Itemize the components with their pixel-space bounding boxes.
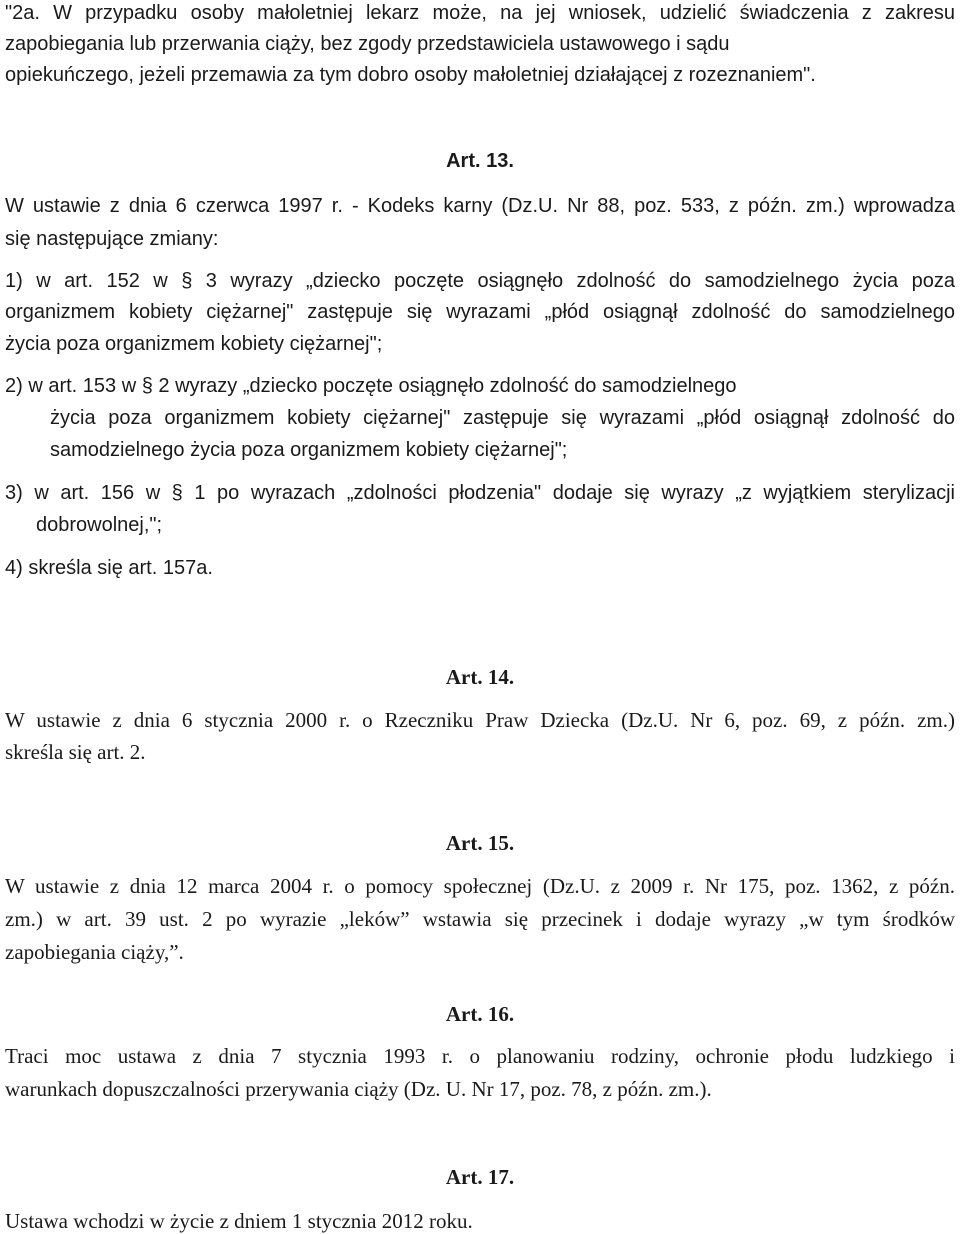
art13-line-2: się następujące zmiany: <box>5 228 219 250</box>
art15-heading: Art. 15. <box>445 831 515 855</box>
art13-heading: Art. 13. <box>446 150 514 172</box>
art14-heading: Art. 14. <box>445 665 515 689</box>
intro-line-2: zapobiegania lub przerwania ciąży, bez zgody przedstawiciela ustawowego i sądu <box>5 33 730 55</box>
art17-line-1: Ustawa wchodzi w życie z dniem 1 stycznia 2012 roku. <box>5 1209 473 1233</box>
art13-item2-line-2: życia poza organizmem kobiety ciężarnej" zastępuje się wyrazami „płód osiągnął zdolność do <box>50 407 955 429</box>
intro-line-1: "2a. W przypadku osoby małoletniej lekarz może, na jej wniosek, udzielić świadczenia z zakresu <box>5 2 955 24</box>
art13-item2-line-3: samodzielnego życia poza organizmem kobiety ciężarnej"; <box>50 439 568 461</box>
art13-item4: 4) skreśla się art. 157a. <box>5 557 213 579</box>
art13-line-1: W ustawie z dnia 6 czerwca 1997 r. - Kodeks karny (Dz.U. Nr 88, poz. 533, z późn. zm.) wprowadza <box>5 195 955 217</box>
art15-line-1: W ustawie z dnia 12 marca 2004 r. o pomocy społecznej (Dz.U. z 2009 r. Nr 175, poz. 1362, z późn. <box>5 874 955 898</box>
art13-item2-line-1: 2) w art. 153 w § 2 wyrazy „dziecko poczęte osiągnęło zdolność do samodzielnego <box>5 375 737 397</box>
art16-line-1: Traci moc ustawa z dnia 7 stycznia 1993 r. o planowaniu rodziny, ochronie płodu ludzkiego i <box>5 1044 955 1068</box>
art15-line-3: zapobiegania ciąży,”. <box>5 940 184 964</box>
art17-heading: Art. 17. <box>445 1165 515 1189</box>
art14-line-2: skreśla się art. 2. <box>5 740 146 764</box>
art13-item3-line-1: 3) w art. 156 w § 1 po wyrazach „zdolności płodzenia" dodaje się wyrazy „z wyjątkiem sterylizacji <box>5 482 955 504</box>
art16-heading: Art. 16. <box>445 1002 515 1026</box>
art13-item1-line-1: 1) w art. 152 w § 3 wyrazy „dziecko poczęte osiągnęło zdolność do samodzielnego życia poza <box>5 270 955 292</box>
art16-line-2: warunkach dopuszczalności przerywania ciąży (Dz. U. Nr 17, poz. 78, z późn. zm.). <box>5 1077 712 1101</box>
intro-line-3: opiekuńczego, jeżeli przemawia za tym dobro osoby małoletniej działającej z rozeznaniem". <box>5 64 816 86</box>
art13-item1-line-2: organizmem kobiety ciężarnej" zastępuje się wyrazami „płód osiągnął zdolność do samodzielnego <box>5 301 955 323</box>
art14-line-1: W ustawie z dnia 6 stycznia 2000 r. o Rzeczniku Praw Dziecka (Dz.U. Nr 6, poz. 69, z późn. zm.) <box>5 708 955 732</box>
art13-item1-line-3: życia poza organizmem kobiety ciężarnej"; <box>5 333 383 355</box>
art13-item3-line-2: dobrowolnej,"; <box>36 514 163 536</box>
art15-line-2: zm.) w art. 39 ust. 2 po wyrazie „leków” wstawia się przecinek i dodaje wyrazy „w tym środków <box>5 907 955 931</box>
